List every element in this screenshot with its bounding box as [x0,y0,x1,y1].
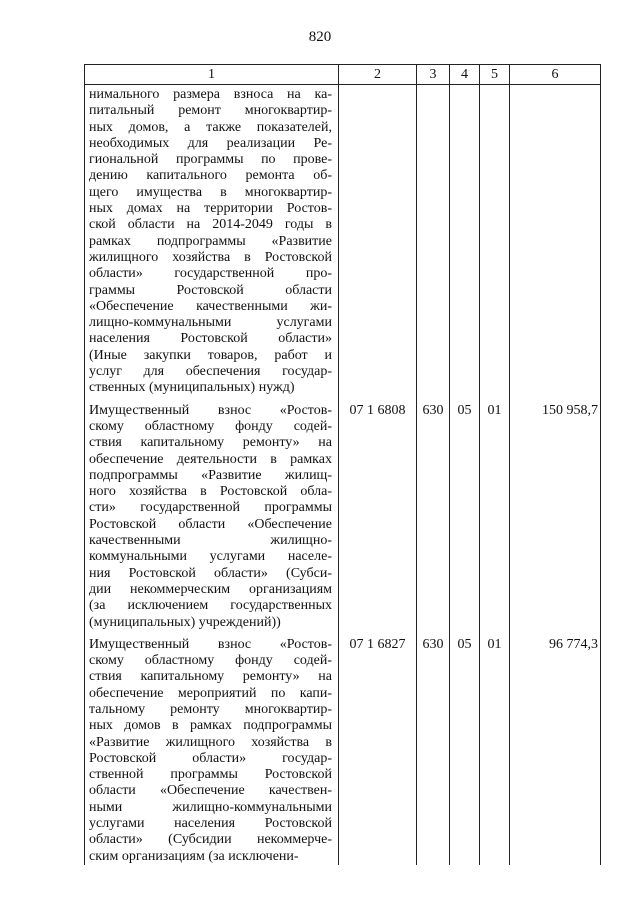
header-col-6: 6 [510,65,601,85]
description-line: ской области на 2014-2049 годы в [89,217,332,233]
row-sum-value: 150 958,7 [510,397,601,631]
row-vr-code: 630 [417,397,450,631]
description-line: скому областному фонду содей- [89,653,332,669]
row-csr-code: 07 1 6827 [339,631,417,865]
header-row [85,65,601,85]
row-pr-code: 01 [480,631,510,865]
description-line: ных домах на территории Ростов- [89,201,332,217]
description-line: (Иные закупки товаров, работ и [89,347,332,363]
description-line: услуг для обеспечения государ- [89,364,332,380]
description-line: (за исключением государственных [89,598,332,614]
row-sum-value: 96 774,3 [510,631,601,865]
budget-table [84,64,601,865]
description-line: области «Обеспечение качествен- [89,783,332,799]
description-line: ским организациям (за исключени- [89,848,299,864]
row-rz-code: 05 [450,397,480,631]
row-sum-value [510,85,601,397]
description-line: ствия капитальному ремонту» на [89,669,332,685]
row-vr-code: 630 [417,631,450,865]
table-row [85,631,601,865]
description-line: услугами населения Ростовской [89,816,332,832]
description-line: области» (Субсидии некоммерче- [89,832,332,848]
description-line: щего имущества в многоквартир- [89,184,332,200]
row-pr-code: 01 [480,397,510,631]
description-line: (муниципальных) учреждений)) [89,614,281,630]
description-line: дии некоммерческим организациям [89,581,332,597]
description-line: дению капитального ремонта об- [89,168,332,184]
description-line: области» государственной про- [89,266,332,282]
description-line: питальный ремонт многоквартир- [89,103,332,119]
description-line: «Развитие жилищного хозяйства в [89,734,332,750]
row-description [85,397,339,631]
row-csr-code [339,85,417,397]
header-col-3: 3 [417,65,450,85]
header-col-2: 2 [339,65,417,85]
description-line: сти» государственной программы [89,500,332,516]
description-line: ственных (муниципальных) нужд) [89,380,295,396]
description-line: подпрограммы «Развитие жилищ- [89,467,332,483]
description-line: ственной программы Ростовской [89,767,332,783]
description-line: тальному ремонту многоквартир- [89,701,332,717]
header-col-5: 5 [480,65,510,85]
description-line: ных домов, а также показателей, [89,119,332,135]
description-line: ных домов в рамках подпрограммы [89,718,332,734]
description-line: ствия капитальному ремонту» на [89,435,332,451]
table-row [85,85,601,397]
description-line: лищно-коммунальными услугами [89,315,332,331]
description-line: гиональной программы по прове- [89,152,332,168]
row-rz-code [450,85,480,397]
description-line: коммунальными услугами населе- [89,549,332,565]
description-line: граммы Ростовской области [89,282,332,298]
table-body [85,85,601,865]
table-row [85,397,601,631]
row-rz-code: 05 [450,631,480,865]
description-line: рамках подпрограммы «Развитие [89,233,332,249]
description-line: жилищного хозяйства в Ростовской [89,249,332,265]
description-line: обеспечение деятельности в рамках [89,451,332,467]
description-line: населения Ростовской области» [89,331,332,347]
description-line: Ростовской области» государ- [89,750,332,766]
row-pr-code [480,85,510,397]
row-description [85,85,339,397]
header-col-1: 1 [85,65,339,85]
row-csr-code: 07 1 6808 [339,397,417,631]
row-vr-code [417,85,450,397]
page-number: 820 [308,29,332,45]
description-line: Имущественный взнос «Ростов- [89,402,332,418]
header-col-4: 4 [450,65,480,85]
description-line: необходимых для реализации Ре- [89,135,332,151]
description-line: Ростовской области «Обеспечение [89,516,332,532]
row-description [85,631,339,865]
description-line: нимального размера взноса на ка- [89,87,332,102]
description-line: «Обеспечение качественными жи- [89,298,332,314]
description-line: обеспечение мероприятий по капи- [89,685,332,701]
description-line: Имущественный взнос «Ростов- [89,636,332,652]
description-line: ного хозяйства в Ростовской обла- [89,484,332,500]
description-line: ными жилищно-коммунальными [89,799,332,815]
description-line: ния Ростовской области» (Субси- [89,565,332,581]
description-line: качественными жилищно- [89,533,332,549]
description-line: скому областному фонду содей- [89,418,332,434]
